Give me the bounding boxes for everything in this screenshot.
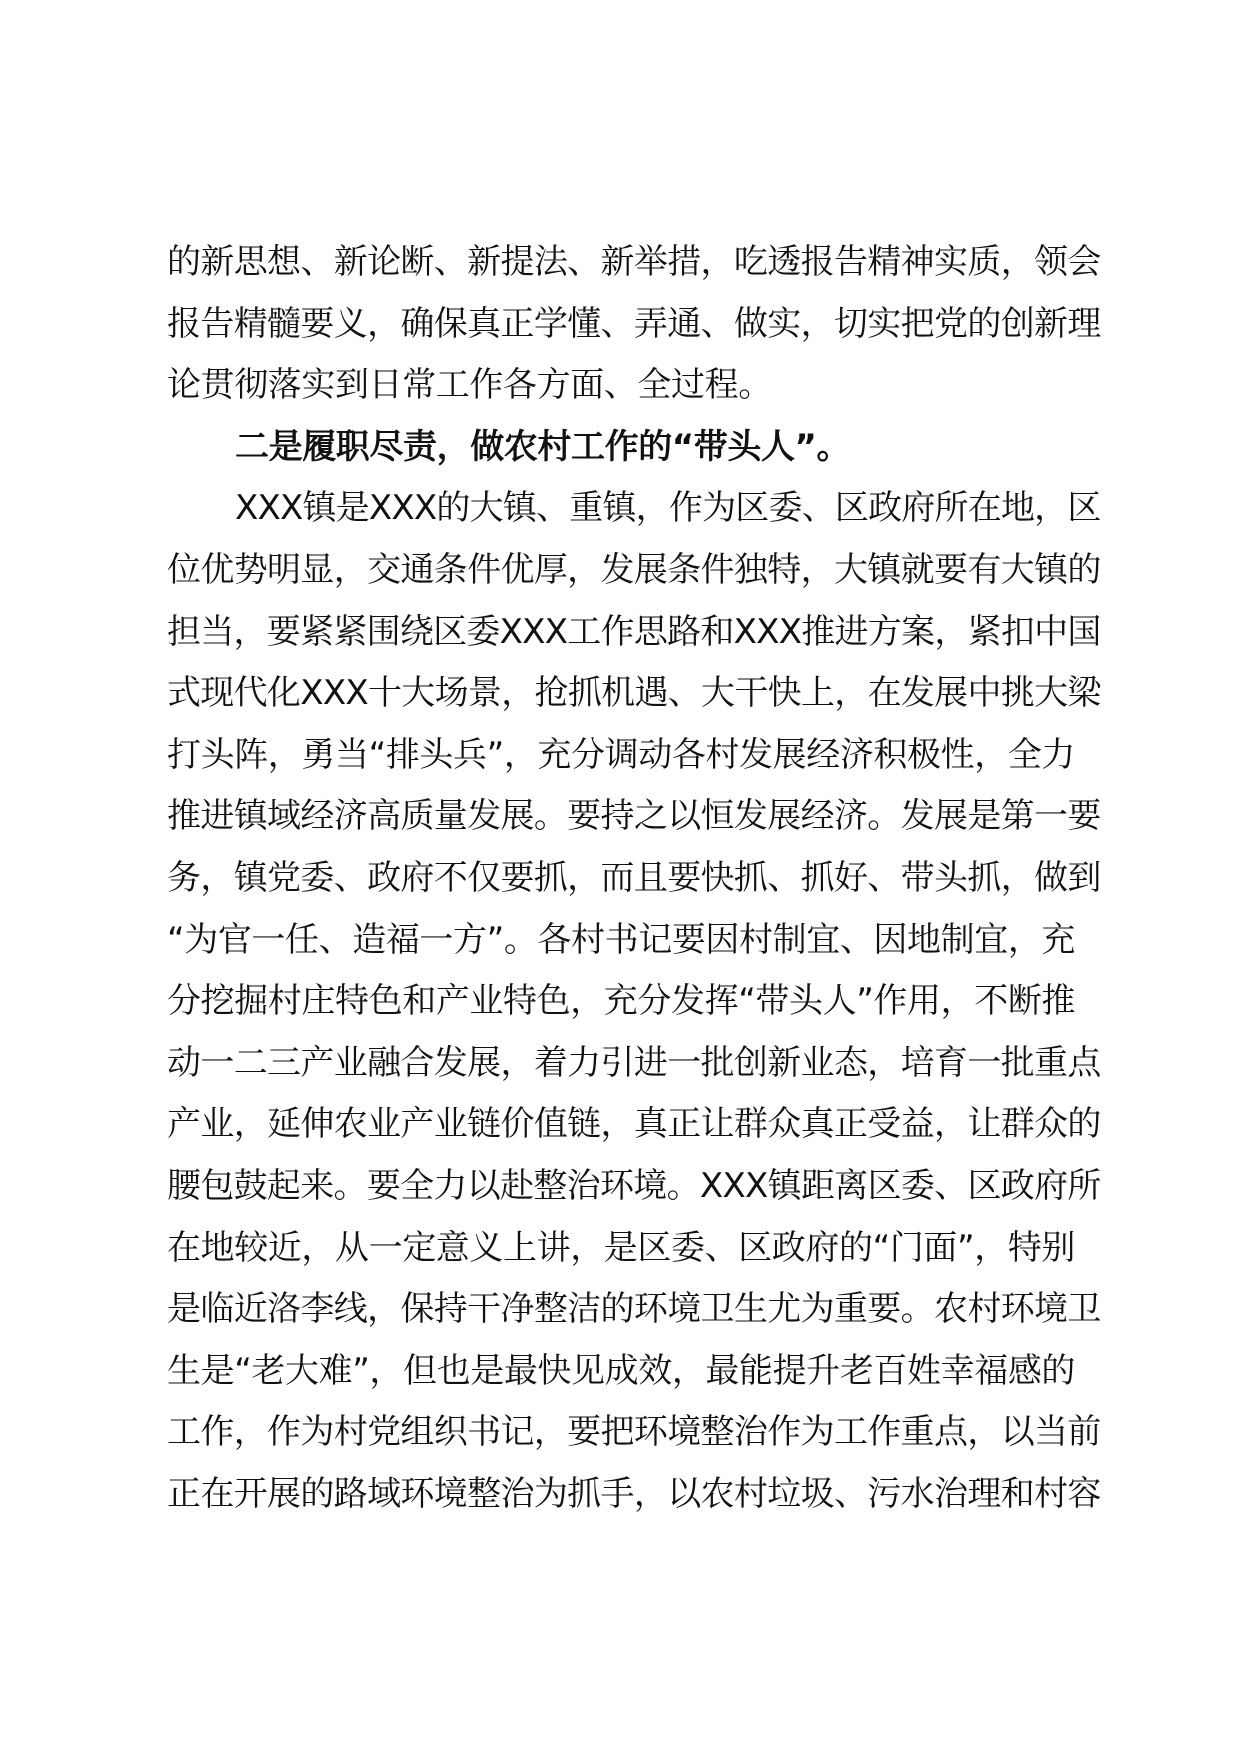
body-text-line: 生是“老大难”，但也是最快见成效，最能提升老百姓幸福感的 [167,1350,1076,1391]
body-text-line: 正在开展的路域环境整治为抓手，以农村垃圾、污水治理和村容 [167,1473,1101,1514]
body-text-line: 论贯彻落实到日常工作各方面、全过程。 [167,365,772,406]
body-text-line: 产业，延伸农业产业链价值链，真正让群众真正受益，让群众的 [167,1104,1101,1145]
body-text-line: 的新思想、新论断、新提法、新举措，吃透报告精神实质，领会 [167,242,1101,282]
body-text-line: 位优势明显，交通条件优厚，发展条件独特，大镇就要有大镇的 [167,549,1101,590]
body-text-line: 是临近洛李线，保持干净整洁的环境卫生尤为重要。农村环境卫 [167,1289,1101,1330]
section-heading: 二是履职尽责，做农村工作的“带头人”。 [235,426,851,467]
body-text-line: 式现代化XXX十大场景，抢抓机遇、大干快上，在发展中挑大梁 [167,673,1101,714]
body-text-line: XXX镇是XXX的大镇、重镇，作为区委、区政府所在地，区 [235,488,1101,529]
body-text-line: 推进镇域经济高质量发展。要持之以恒发展经济。发展是第一要 [167,796,1101,837]
body-text-line: 担当，要紧紧围绕区委XXX工作思路和XXX推进方案，紧扣中国 [167,611,1101,652]
document-body [167,232,1101,1525]
body-text-line: 打头阵，勇当“排头兵”，充分调动各村发展经济积极性，全力 [167,734,1076,775]
body-text-line: 动一二三产业融合发展，着力引进一批创新业态，培育一批重点 [167,1042,1101,1083]
body-text-line: 分挖掘村庄特色和产业特色，充分发挥“带头人”作用，不断推 [167,981,1076,1022]
body-text-line: 务，镇党委、政府不仅要抓，而且要快抓、抓好、带头抓，做到 [167,857,1101,898]
body-text-line: 腰包鼓起来。要全力以赴整治环境。XXX镇距离区委、区政府所 [167,1165,1101,1206]
body-text-line: 工作，作为村党组织书记，要把环境整治作为工作重点，以当前 [167,1412,1101,1453]
body-text-line: “为官一任、造福一方”。各村书记要因村制宜、因地制宜，充 [167,919,1076,960]
body-text-line: 在地较近，从一定意义上讲，是区委、区政府的“门面”，特别 [167,1227,1076,1268]
body-text-line: 报告精髓要义，确保真正学懂、弄通、做实，切实把党的创新理 [167,303,1101,344]
